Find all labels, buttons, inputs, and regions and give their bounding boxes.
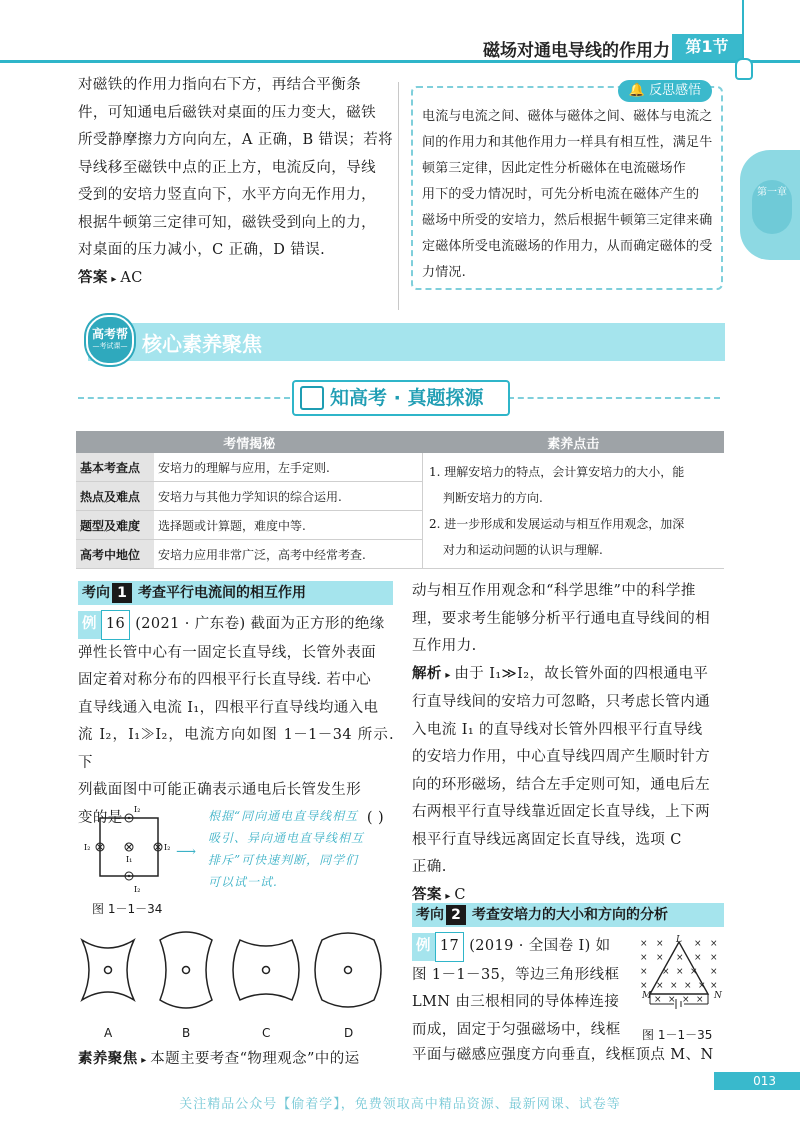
text-line: 根据牛顿第三定律可知，磁铁受到向上的力，: [78, 214, 376, 231]
text-line: 导线移至磁铁中点的正上方，电流反向，导线: [78, 159, 376, 176]
table-head-left: 考情揭秘: [76, 431, 423, 453]
banner-title: 核心素养聚焦: [142, 332, 262, 356]
handwritten-note: 根据“同向通电直导线相互 吸引、异向通电直导线相互 排斥”可快速判断，同学们 可以试一试.: [208, 809, 365, 889]
text-line: 磁场中所受的安培力，然后根据牛顿第三定律来确: [422, 213, 713, 228]
top-left-text: [78, 72, 394, 293]
option-b-shape: [160, 932, 212, 1008]
example-tag: 例: [78, 611, 101, 639]
table-row: 题型及难度 选择题或计算题，难度中等.: [76, 511, 724, 540]
svg-text:×: ×: [640, 939, 648, 949]
svg-text:L: L: [676, 935, 682, 945]
svg-text:×: ×: [654, 995, 662, 1005]
svg-text:I₂: I₂: [164, 843, 171, 852]
text-line: 受到的安培力竖直向下，水平方向无作用力，: [78, 187, 376, 203]
figure-caption: 图 1－1－34: [92, 902, 163, 916]
banner-badge: 高考帮 —考试课—: [86, 315, 134, 365]
exam-info-table: [76, 431, 724, 569]
right-column-text: 动与相互作用观念和“科学思维”中的科学推 理，要求考生能够分析平行通电直导线间的相 互作用力. 解析 ▸ 由于 I₁≫I₂，故长管外面的四根通电平 行直导线间的安培力可忽略，只考虑长管内通 入电流 I₁ 的直导线对长管外四根平行直导线 的安培力作用，中心直导线四周产生顺时针方 向的环形磁场，结合左手定则可知，通电后左 右两根平行直导线靠近固定长直导线，上下两 根平行直导线远离固定长直导线，选项 C 正确. 答案 ▸ C: [412, 583, 710, 903]
svg-text:×: ×: [656, 939, 664, 949]
reflection-text: [422, 104, 718, 286]
answer-value: AC: [120, 269, 143, 286]
svg-text:×: ×: [676, 953, 684, 963]
svg-text:×: ×: [694, 953, 702, 963]
svg-text:×: ×: [656, 953, 664, 963]
svg-text:×: ×: [694, 939, 702, 949]
svg-text:×: ×: [668, 995, 676, 1005]
svg-text:×: ×: [640, 981, 648, 991]
figure-1-1-35: [636, 932, 726, 1024]
footer-watermark: 关注精品公众号【偷着学】，免费领取高中精品资源、最新网课、试卷等: [179, 1097, 621, 1112]
bell-icon: 🔔: [628, 83, 646, 98]
reflection-tag: 🔔 反思感悟: [618, 80, 712, 102]
text-line: 电流与电流之间、磁体与磁体之间、磁体与电流之: [422, 109, 713, 124]
text-line: 力情况.: [422, 265, 466, 280]
running-title: 磁场对通电导线的作用力: [483, 41, 670, 61]
literacy-points: 1. 理解安培力的特点，会计算安培力的大小，能 判断安培力的方向. 2. 进一步形成和发展运动与相互作用观念，加深 对力和运动问题的认识与理解.: [423, 453, 725, 569]
svg-text:×: ×: [656, 981, 664, 991]
table-row: 热点及难点 安培力与其他力学知识的综合运用.: [76, 482, 724, 511]
svg-text:×: ×: [662, 967, 670, 977]
text-line: 间的作用力和其他作用力一样具有相互性，满足牛: [422, 135, 713, 150]
svg-text:×: ×: [710, 967, 718, 977]
text-line: 对桌面的压力减小，C 正确，D 错误.: [78, 242, 326, 258]
option-d-shape: [315, 933, 381, 1007]
section-label: 第1节: [672, 34, 742, 60]
svg-text:×: ×: [670, 981, 678, 991]
text-line: 用下的受力情况时，可先分析电流在磁体产生的: [422, 187, 700, 202]
topic-2-bar: 考向 2 考查安培力的大小和方向的分析: [412, 903, 724, 927]
lamp-cord: [742, 0, 744, 60]
table-row: 高考中地位 安培力应用非常广泛，高考中经常考查.: [76, 540, 724, 569]
option-b-label: B: [182, 1026, 191, 1040]
chapter-side-label: 第一章: [752, 180, 792, 234]
svg-text:N: N: [714, 991, 722, 1001]
topic-1-bar: 考向 1 考查平行电流间的相互作用: [78, 581, 393, 605]
text-line: 所受静摩擦力方向向左，A 正确，B 错误；若将: [78, 132, 394, 148]
svg-text:×: ×: [710, 953, 718, 963]
answer-line: 答案 ▸ AC: [78, 269, 143, 286]
text-line: 顿第三定律，因此定性分析磁体在电流磁场作: [422, 161, 687, 176]
svg-text:×: ×: [684, 981, 692, 991]
example-number: 17: [435, 932, 464, 962]
svg-text:×: ×: [690, 967, 698, 977]
option-d-label: D: [344, 1026, 354, 1040]
dash-right: [508, 397, 720, 399]
svg-text:×: ×: [696, 995, 704, 1005]
arrow-icon: ⟶: [176, 844, 197, 860]
text-line: 件，可知通电后磁铁对桌面的压力变大，磁铁: [78, 104, 376, 121]
example-16-text: 例 16 (2021 · 广东卷) 截面为正方形的绝缘 弹性长管中心有一固定长直导线，长管外表面 固定着对称分布的四根平行长直导线. 若中心 直导线通入电流 I₁，四根平行直导线均通入电 流 I₂，I₁≫I₂，电流方向如图 1－1－34 所示. 下 列截面图中可能正确表示通电后长管发生形 变的是 ( ): [78, 610, 394, 832]
example-number: 16: [101, 610, 130, 640]
text-line: 对磁铁的作用力指向右下方，再结合平衡条: [78, 77, 362, 93]
table-head-right: 素养点击: [423, 431, 725, 453]
svg-text:I₁: I₁: [126, 855, 133, 864]
svg-text:I₂: I₂: [134, 885, 141, 894]
subbanner-title: 知高考 · 真题探源: [330, 387, 484, 409]
option-c-label: C: [262, 1026, 271, 1040]
svg-text:M: M: [642, 991, 652, 1001]
option-a-shape: [82, 940, 134, 1000]
option-c-shape: [233, 940, 299, 1000]
figure-caption: 图 1－1－35: [642, 1028, 713, 1042]
options-figure: [74, 926, 394, 1022]
example-tag: 例: [412, 933, 435, 961]
svg-text:×: ×: [710, 939, 718, 949]
literacy-line: 素养聚焦 ▸ 本题主要考查“物理观念”中的运: [78, 1051, 360, 1067]
svg-text:×: ×: [710, 981, 718, 991]
svg-text:I₂: I₂: [134, 805, 141, 814]
bulb-icon: [735, 58, 753, 80]
page-number: 013: [714, 1072, 800, 1090]
table-row: 基本考查点 安培力的理解与应用，左手定则. 1. 理解安培力的特点，会计算安培力的大小，能 判断安培力的方向. 2. 进一步形成和发展运动与相互作用观念，加深 对力和运动问题的认识与理解.: [76, 453, 724, 482]
dash-left: [78, 397, 290, 399]
option-a-label: A: [104, 1026, 113, 1040]
column-divider: [398, 82, 399, 310]
svg-text:×: ×: [698, 981, 706, 991]
example-17-last-line: 平面与磁感应强度方向垂直，线框顶点 M、N: [412, 1047, 714, 1063]
svg-text:×: ×: [640, 953, 648, 963]
svg-text:×: ×: [676, 967, 684, 977]
text-line: 定磁体所受电流磁场的作用力，从而确定磁体的受: [422, 239, 713, 254]
svg-text:I₂: I₂: [84, 843, 91, 852]
example-17-text: 例 17 (2019 · 全国卷 Ⅰ) 如 图 1－1－35，等边三角形线框 LMN 由三根相同的导体棒连接 而成，固定于匀强磁场中，线框: [412, 932, 632, 1044]
svg-text:×: ×: [682, 995, 690, 1005]
svg-text:×: ×: [640, 967, 648, 977]
answer-label: 答案: [78, 269, 108, 286]
book-icon: [300, 386, 324, 410]
